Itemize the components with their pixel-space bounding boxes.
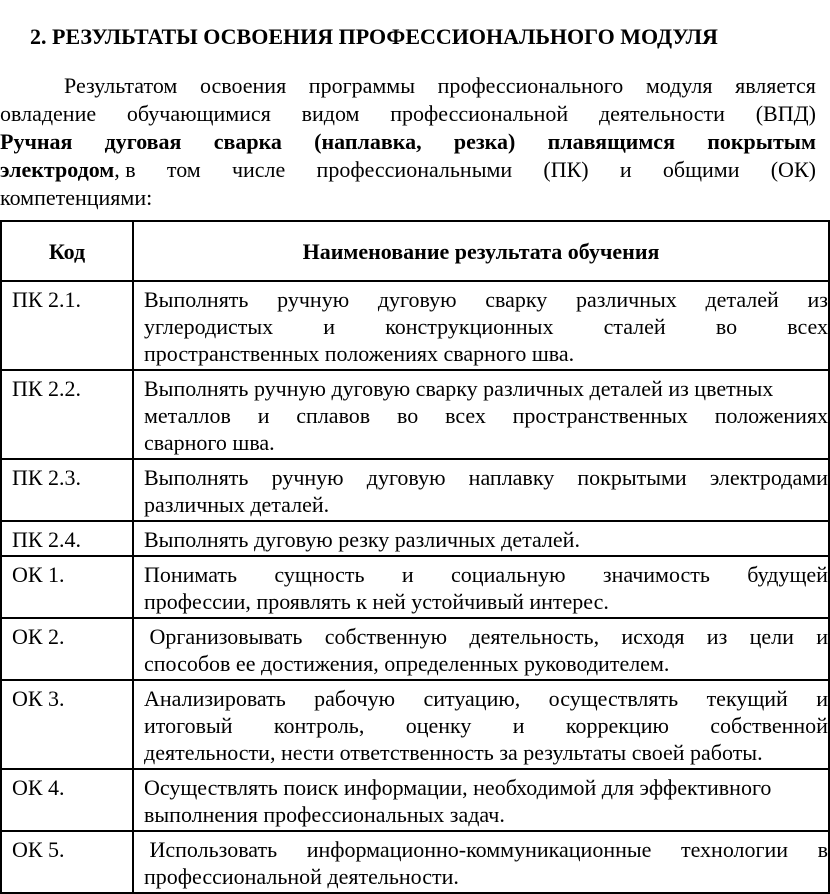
word: модуля (645, 73, 713, 98)
competency-code: ОК 4. (1, 769, 133, 831)
word: сварку (485, 287, 548, 312)
results-table (0, 220, 830, 894)
description-line (144, 739, 828, 766)
competency-description (133, 281, 829, 370)
competency-code: ОК 2. (1, 618, 133, 680)
word: будущей (747, 562, 828, 587)
word: ручную (277, 287, 350, 312)
description-line (144, 340, 828, 367)
word: осуществлять (548, 686, 679, 711)
word: пространственных положениях сварного шва. (144, 341, 575, 366)
word: и (257, 403, 270, 428)
description-line (144, 375, 828, 402)
competency-code: ОК 1. (1, 556, 133, 618)
word: Анализировать (144, 686, 286, 711)
word: во (397, 403, 419, 428)
word: в (817, 837, 828, 862)
word: (наплавка, (314, 129, 422, 154)
table-header-row (1, 221, 829, 281)
table-row (1, 831, 829, 893)
word: электродами (709, 465, 828, 490)
competency-description (133, 618, 829, 680)
table-row (1, 618, 829, 680)
word: сущность (274, 562, 365, 587)
competency-description (133, 556, 829, 618)
word: том (166, 157, 201, 182)
table-row (1, 281, 829, 370)
word: (ОК) (770, 157, 816, 182)
competency-description (133, 521, 829, 556)
description-line (144, 588, 828, 615)
competency-code: ОК 5. (1, 831, 133, 893)
word: металлов (144, 403, 231, 428)
word: Использовать (144, 837, 278, 862)
description-line (144, 313, 828, 340)
word: и (323, 314, 336, 339)
table-row (1, 556, 829, 618)
word: деятельности, нести ответственность за результаты своей работы. (144, 740, 763, 765)
word: электродом, в (0, 157, 136, 182)
word: деятельности (598, 101, 725, 126)
word: обучающимися (126, 101, 271, 126)
word: коррекцию (565, 713, 669, 738)
word: профессионального (437, 73, 624, 98)
description-line (144, 402, 828, 429)
word: деятельность, (469, 624, 600, 649)
intro-line-bold (0, 128, 816, 156)
word: сплавов (296, 403, 371, 428)
word: всех (445, 403, 486, 428)
word: Выполнять ручную дуговую сварку различных деталей из цветных (144, 376, 774, 401)
word: социальную (451, 562, 566, 587)
intro-line (0, 184, 816, 212)
section-heading: 2. РЕЗУЛЬТАТЫ ОСВОЕНИЯ ПРОФЕССИОНАЛЬНОГО МОДУЛЯ (30, 24, 718, 49)
word: различных деталей. (144, 492, 330, 517)
competency-description (133, 680, 829, 769)
description-line (144, 561, 828, 588)
word: программы (308, 73, 415, 98)
intro-line (0, 100, 816, 128)
word: ситуацию, (423, 686, 521, 711)
competency-description (133, 831, 829, 893)
intro-text: компетенциями: (0, 185, 153, 210)
word: Выполнять (144, 287, 249, 312)
word: значимость (602, 562, 710, 587)
description-line (144, 801, 828, 828)
word: Ручная (0, 129, 73, 154)
word: пространственных (512, 403, 688, 428)
description-line (144, 286, 828, 313)
intro-paragraph (0, 72, 816, 212)
word: дуговую (377, 287, 457, 312)
word: Организовывать (144, 624, 303, 649)
description-line (144, 623, 828, 650)
word: информационно-коммуникационные (306, 837, 652, 862)
competency-code: ПК 2.4. (1, 521, 133, 556)
table-row (1, 769, 829, 831)
word: профессиональной деятельности. (144, 864, 459, 889)
word: углеродистых (144, 314, 274, 339)
table-row (1, 680, 829, 769)
word: освоения (199, 73, 287, 98)
word: профессиональной (390, 101, 569, 126)
competency-code: ПК 2.1. (1, 281, 133, 370)
word: дуговую (366, 465, 446, 490)
word: Выполнять (144, 465, 249, 490)
word: деталей (705, 287, 779, 312)
table-body (1, 281, 829, 893)
competency-description (133, 769, 829, 831)
word: технологии (680, 837, 789, 862)
word: сталей (603, 314, 666, 339)
description-line (144, 650, 828, 677)
word: исходя (621, 624, 685, 649)
table-row (1, 521, 829, 556)
description-line (144, 863, 828, 890)
description-line (144, 464, 828, 491)
competency-code: ПК 2.3. (1, 459, 133, 521)
description-line (144, 526, 828, 553)
word: из (706, 624, 728, 649)
word: общими (662, 157, 740, 182)
word: овладение (0, 101, 97, 126)
word: сварка (213, 129, 282, 154)
word: профессиональными (316, 157, 513, 182)
word: плавящимся (547, 129, 675, 154)
word: цели (749, 624, 794, 649)
competency-code: ОК 3. (1, 680, 133, 769)
word: (ВПД) (755, 101, 816, 126)
word: Выполнять дуговую резку различных деталей. (144, 527, 580, 552)
word: и (816, 686, 828, 711)
word: наплавку (468, 465, 555, 490)
word: итоговый (144, 713, 233, 738)
word: покрытыми (577, 465, 687, 490)
word: и (816, 624, 828, 649)
description-line (144, 836, 828, 863)
word: во (715, 314, 738, 339)
description-line (144, 429, 828, 456)
competency-description (133, 459, 829, 521)
word: профессии, проявлять к ней устойчивый интерес. (144, 589, 609, 614)
word: положениях (714, 403, 828, 428)
word: и (512, 713, 525, 738)
intro-line (0, 72, 816, 100)
word: (ПК) (543, 157, 589, 182)
header-code: Код (1, 221, 133, 281)
competency-code: ПК 2.2. (1, 370, 133, 459)
description-line (144, 712, 828, 739)
word: выполнения профессиональных задач. (144, 802, 505, 827)
word: Осуществлять поиск информации, необходимой для эффективного (144, 775, 772, 800)
description-line (144, 491, 828, 518)
table-row (1, 459, 829, 521)
header-name: Наименование результата обучения (133, 221, 829, 281)
word: сварного шва. (144, 430, 275, 455)
word: является (735, 73, 816, 98)
word: контроль, (273, 713, 365, 738)
word: собственной (710, 713, 828, 738)
word: из (807, 287, 828, 312)
word: конструкционных (385, 314, 554, 339)
competency-description (133, 370, 829, 459)
description-line (144, 774, 828, 801)
word: дуговая (104, 129, 182, 154)
word: видом (301, 101, 360, 126)
word: покрытым (707, 129, 816, 154)
word: рабочую (314, 686, 396, 711)
word: и (619, 157, 632, 182)
word: резка) (453, 129, 516, 154)
word: числе (231, 157, 286, 182)
table-row (1, 370, 829, 459)
word: Понимать (144, 562, 238, 587)
word: текущий (706, 686, 788, 711)
word: всех (787, 314, 828, 339)
intro-line (0, 156, 816, 184)
word: различных (575, 287, 677, 312)
description-line (144, 685, 828, 712)
word: Результатом (64, 73, 178, 98)
word: собственную (324, 624, 448, 649)
word: способов ее достижения, определенных руководителем. (144, 651, 670, 676)
word: оценку (405, 713, 472, 738)
word: и (401, 562, 414, 587)
word: ручную (271, 465, 344, 490)
